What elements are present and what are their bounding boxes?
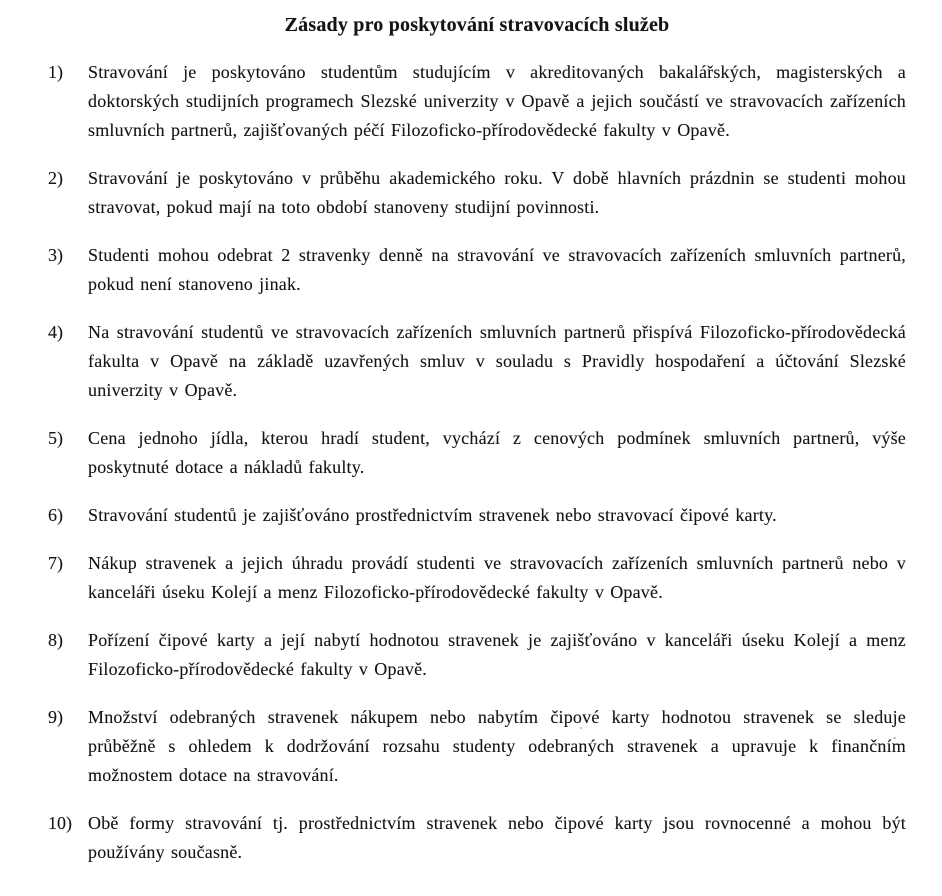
list-item bbox=[48, 318, 906, 405]
list-item bbox=[48, 703, 906, 790]
item-text: Pořízení čipové karty a její nabytí hodnotou stravenek je zajišťováno v kanceláři úseku Kolejí a menz Filozoficko-přírodovědecké fakulty v Opavě. bbox=[88, 630, 906, 679]
list-item bbox=[48, 164, 906, 222]
list-item bbox=[48, 424, 906, 482]
list-item bbox=[48, 626, 906, 684]
item-text: Studenti mohou odebrat 2 stravenky denně na stravování ve stravovacích zařízeních smluvních partnerů, pokud není stanoveno jinak. bbox=[88, 245, 906, 294]
item-text: Stravování studentů je zajišťováno prostřednictvím stravenek nebo stravovací čipové karty. bbox=[88, 505, 777, 525]
item-number: 9) bbox=[48, 707, 63, 727]
item-number: 1) bbox=[48, 62, 63, 82]
item-number: 8) bbox=[48, 630, 63, 650]
item-text: Cena jednoho jídla, kterou hradí student, vychází z cenových podmínek smluvních partnerů, výše poskytnuté dotace a nákladů fakulty. bbox=[88, 428, 906, 477]
item-number: 2) bbox=[48, 168, 63, 188]
scan-artifact bbox=[893, 737, 896, 739]
item-number: 6) bbox=[48, 505, 63, 525]
item-text: Stravování je poskytováno v průběhu akademického roku. V době hlavních prázdnin se studenti mohou stravovat, pokud mají na toto období stanoveny studijní povinnosti. bbox=[88, 168, 906, 217]
list-item bbox=[48, 241, 906, 299]
list-item bbox=[48, 58, 906, 145]
item-text: Množství odebraných stravenek nákupem nebo nabytím čipové karty hodnotou stravenek se sleduje průběžně s ohledem k dodržování rozsahu studenty odebraných stravenek a upravuje k finančním možnostem dotace na stravování. bbox=[88, 707, 906, 785]
item-text: Stravování je poskytováno studentům studujícím v akreditovaných bakalářských, magisterských a doktorských studijních programech Slezské univerzity v Opavě a jejich součástí ve stravovacích zařízeních smluvních partnerů, zajišťovaných péčí Filozoficko-přírodovědecké fakulty v Opavě. bbox=[88, 62, 906, 140]
item-number: 4) bbox=[48, 322, 63, 342]
list-item bbox=[48, 501, 906, 530]
list-item bbox=[48, 549, 906, 607]
list-item bbox=[48, 809, 906, 867]
item-text: Na stravování studentů ve stravovacích zařízeních smluvních partnerů přispívá Filozoficko-přírodovědecká fakulta v Opavě na základě uzavřených smluv v souladu s Pravidly hospodaření a účtování Slezské univerzity v Opavě. bbox=[88, 322, 906, 400]
document-title: Zásady pro poskytování stravovacích služeb bbox=[284, 14, 670, 36]
scan-artifact bbox=[580, 727, 582, 729]
item-number: 5) bbox=[48, 428, 63, 448]
item-number: 7) bbox=[48, 553, 63, 573]
item-text: Nákup stravenek a jejich úhradu provádí studenti ve stravovacích zařízeních smluvních partnerů nebo v kanceláři úseku Kolejí a menz Filozoficko-přírodovědecké fakulty v Opavě. bbox=[88, 553, 906, 602]
item-text: Obě formy stravování tj. prostřednictvím stravenek nebo čipové karty jsou rovnocenné a mohou být používány současně. bbox=[88, 813, 906, 862]
item-number: 3) bbox=[48, 245, 63, 265]
item-number: 10) bbox=[48, 813, 72, 833]
